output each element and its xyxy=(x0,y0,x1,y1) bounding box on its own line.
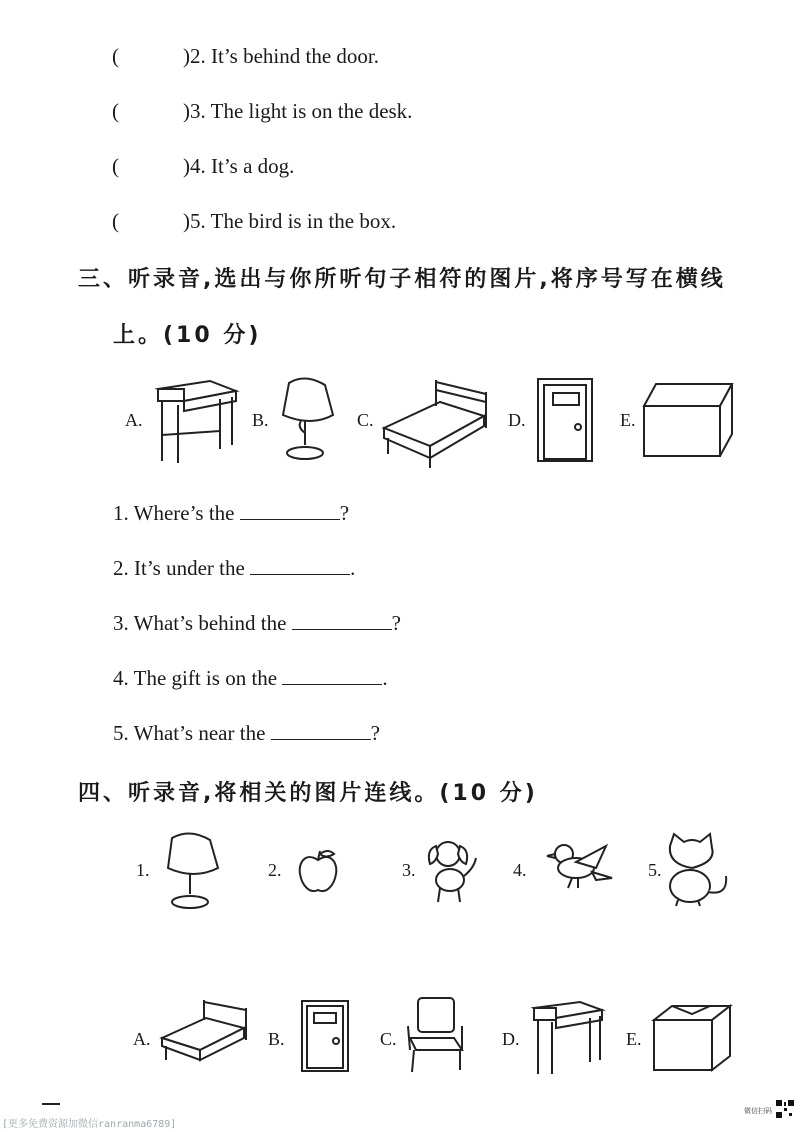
chair-icon[interactable] xyxy=(404,996,466,1074)
match-label-c: C. xyxy=(380,1029,397,1049)
item-3: )3. The light is on the desk. xyxy=(183,99,413,123)
match-label-d: D. xyxy=(502,1029,520,1049)
dog-icon[interactable] xyxy=(424,836,480,906)
item-4: )4. It’s a dog. xyxy=(183,154,295,178)
desk-icon xyxy=(150,375,240,465)
section3-title: 三、听录音,选出与你所听句子相符的图片,将序号写在横线 xyxy=(78,267,726,292)
option-label-c: C. xyxy=(357,410,374,430)
match-label-a: A. xyxy=(133,1029,151,1049)
answer-blank[interactable] xyxy=(282,666,382,685)
blank-question-3: 3. What’s behind the ? xyxy=(113,611,401,635)
match-label-b: B. xyxy=(268,1029,285,1049)
answer-blank[interactable] xyxy=(292,611,392,630)
option-label-e: E. xyxy=(620,410,636,430)
blank-question-1: 1. Where’s the ? xyxy=(113,501,350,525)
blank-question-2: 2. It’s under the . xyxy=(113,556,356,580)
qr-caption: 微信扫码 xyxy=(744,1107,772,1115)
match-label-3: 3. xyxy=(402,860,416,880)
box-icon xyxy=(642,382,734,460)
item-2: )2. It’s behind the door. xyxy=(183,44,379,68)
door-icon[interactable] xyxy=(300,999,350,1073)
answer-paren: ( xyxy=(112,44,119,68)
bed-icon[interactable] xyxy=(158,998,248,1068)
match-label-4: 4. xyxy=(513,860,527,880)
option-label-b: B. xyxy=(252,410,269,430)
door-icon xyxy=(536,377,596,463)
box-icon[interactable] xyxy=(652,1002,732,1072)
bed-icon xyxy=(380,378,490,470)
qr-code-icon xyxy=(776,1100,794,1118)
item-5: )5. The bird is in the box. xyxy=(183,209,397,233)
answer-paren: ( xyxy=(112,154,119,178)
match-label-1: 1. xyxy=(136,860,150,880)
page-rule xyxy=(42,1103,60,1105)
answer-blank[interactable] xyxy=(250,556,350,575)
match-label-5: 5. xyxy=(648,860,662,880)
answer-paren: ( xyxy=(112,99,119,123)
option-label-a: A. xyxy=(125,410,143,430)
apple-icon[interactable] xyxy=(296,848,346,896)
answer-blank[interactable] xyxy=(271,721,371,740)
match-label-2: 2. xyxy=(268,860,282,880)
answer-paren: ( xyxy=(112,209,119,233)
blank-question-5: 5. What’s near the ? xyxy=(113,721,380,745)
watermark-text: [更多免费资源加微信ranranma6789] xyxy=(2,1119,177,1130)
section3-title-cont: 上。(10 分) xyxy=(113,323,262,348)
answer-blank[interactable] xyxy=(240,501,340,520)
lamp-icon[interactable] xyxy=(162,830,232,910)
desk-icon[interactable] xyxy=(528,998,606,1076)
cat-icon[interactable] xyxy=(662,832,734,908)
blank-question-4: 4. The gift is on the . xyxy=(113,666,388,690)
bird-icon[interactable] xyxy=(546,838,616,892)
section4-title: 四、听录音,将相关的图片连线。(10 分) xyxy=(78,781,538,806)
match-label-e: E. xyxy=(626,1029,642,1049)
lamp-icon xyxy=(275,375,345,463)
option-label-d: D. xyxy=(508,410,526,430)
